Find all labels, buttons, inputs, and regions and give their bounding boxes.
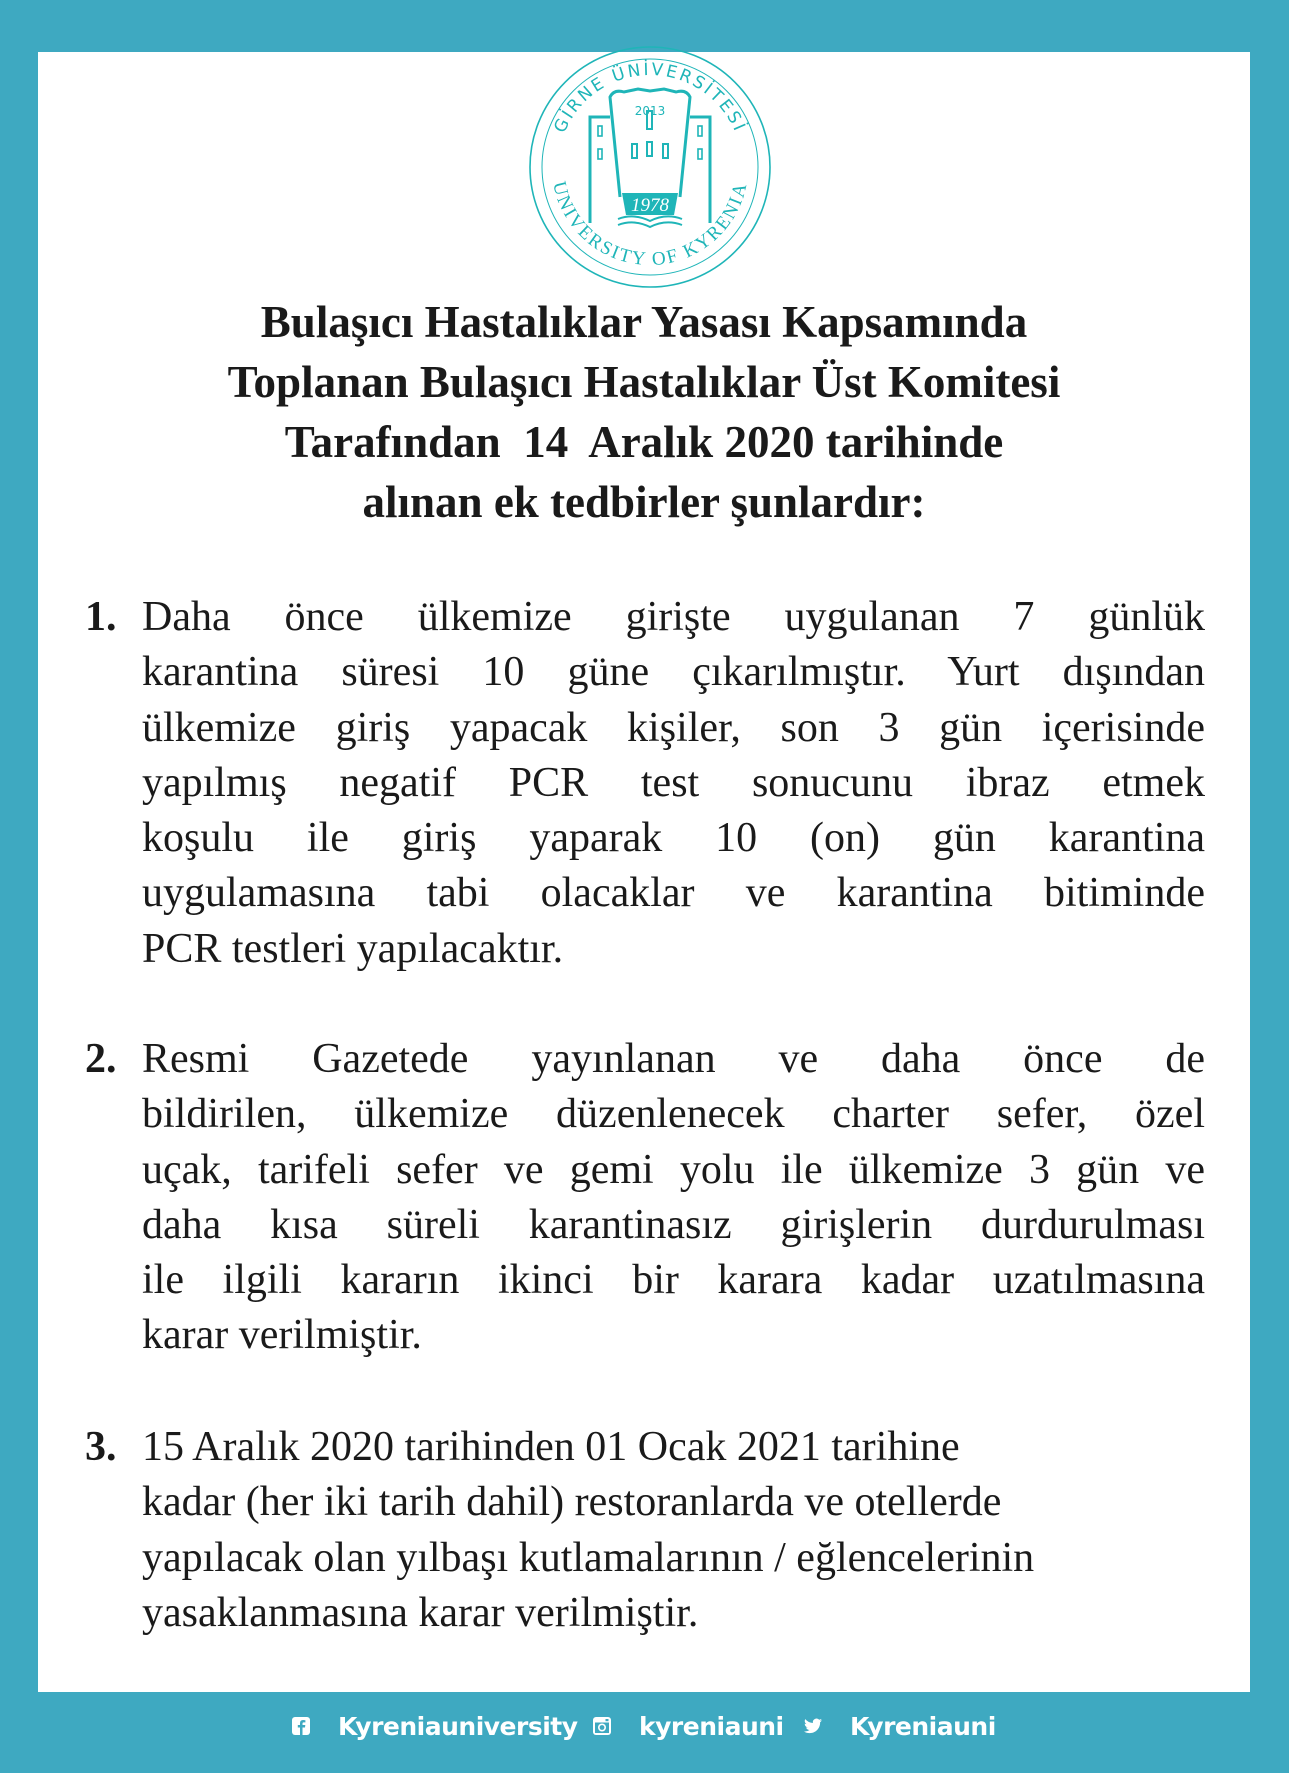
item-line: ülkemize giriş yapacak kişiler, son 3 gün içerisinde xyxy=(142,704,1205,751)
social-footer xyxy=(0,1692,1289,1773)
measure-item-2 xyxy=(85,1032,1205,1364)
title-line: Bulaşıcı Hastalıklar Yasası Kapsamında xyxy=(260,297,1028,347)
item-line: karar verilmiştir. xyxy=(142,1312,422,1359)
title-line: Toplanan Bulaşıcı Hastalıklar Üst Komitesi xyxy=(227,357,1061,407)
item-line: uygulamasına tabi olacaklar ve karantina bitiminde xyxy=(142,870,1205,917)
notice-title xyxy=(38,292,1250,532)
measure-item-1 xyxy=(85,590,1205,977)
logo-year-2013: 2013 xyxy=(634,104,666,118)
item-line: karantina süresi 10 güne çıkarılmıştır. Yurt dışından xyxy=(142,649,1205,696)
item-line: ile ilgili kararın ikinci bir karara kadar uzatılmasına xyxy=(142,1257,1205,1304)
item-line: koşulu ile giriş yaparak 10 (on) gün karantina xyxy=(142,815,1205,862)
item-number: 2. xyxy=(85,1036,117,1082)
logo-year-1978: 1978 xyxy=(631,195,669,216)
item-text xyxy=(142,1032,1205,1364)
item-line: yapılacak olan yılbaşı kutlamalarının / eğlencelerinin xyxy=(142,1534,1035,1581)
item-text xyxy=(142,590,1205,977)
item-line: Resmi Gazetede yayınlanan ve daha önce de xyxy=(142,1036,1205,1082)
title-line: alınan ek tedbirler şunlardır: xyxy=(362,477,926,527)
item-text xyxy=(142,1420,1205,1641)
twitter-link[interactable] xyxy=(804,1706,996,1746)
instagram-link[interactable] xyxy=(593,1706,784,1746)
facebook-icon xyxy=(292,1717,310,1735)
item-line: yasaklanmasına karar verilmiştir. xyxy=(142,1589,699,1636)
twitter-icon xyxy=(804,1717,822,1735)
measure-item-3 xyxy=(85,1420,1205,1641)
item-line: uçak, tarifeli sefer ve gemi yolu ile ülkemize 3 gün ve xyxy=(142,1146,1205,1193)
item-number: 1. xyxy=(85,594,117,640)
university-logo xyxy=(528,45,772,289)
logo-bottom-text: UNIVERSITY OF KYRENIA xyxy=(548,179,752,271)
facebook-handle: Kyreniauniversity xyxy=(338,1711,578,1741)
item-line: Daha önce ülkemize girişte uygulanan 7 günlük xyxy=(142,594,1205,640)
instagram-icon xyxy=(593,1717,611,1735)
instagram-handle: kyreniauni xyxy=(639,1711,784,1741)
logo-top-text: GİRNE ÜNİVERSİTESİ xyxy=(550,59,750,137)
item-line: bildirilen, ülkemize düzenlenecek charter sefer, özel xyxy=(142,1091,1205,1138)
item-number: 3. xyxy=(85,1424,117,1470)
twitter-handle: Kyreniauni xyxy=(850,1711,996,1741)
item-line: 15 Aralık 2020 tarihinden 01 Ocak 2021 tarihine xyxy=(142,1424,960,1470)
item-line: kadar (her iki tarih dahil) restoranlarda ve otellerde xyxy=(142,1479,1002,1526)
item-line: daha kısa süreli karantinasız girişlerin durdurulması xyxy=(142,1201,1205,1248)
facebook-link[interactable] xyxy=(292,1706,578,1746)
item-line: yapılmış negatif PCR test sonucunu ibraz etmek xyxy=(142,759,1205,806)
title-line: Tarafından 14 Aralık 2020 tarihinde xyxy=(284,417,1004,467)
item-line: PCR testleri yapılacaktır. xyxy=(142,925,564,972)
